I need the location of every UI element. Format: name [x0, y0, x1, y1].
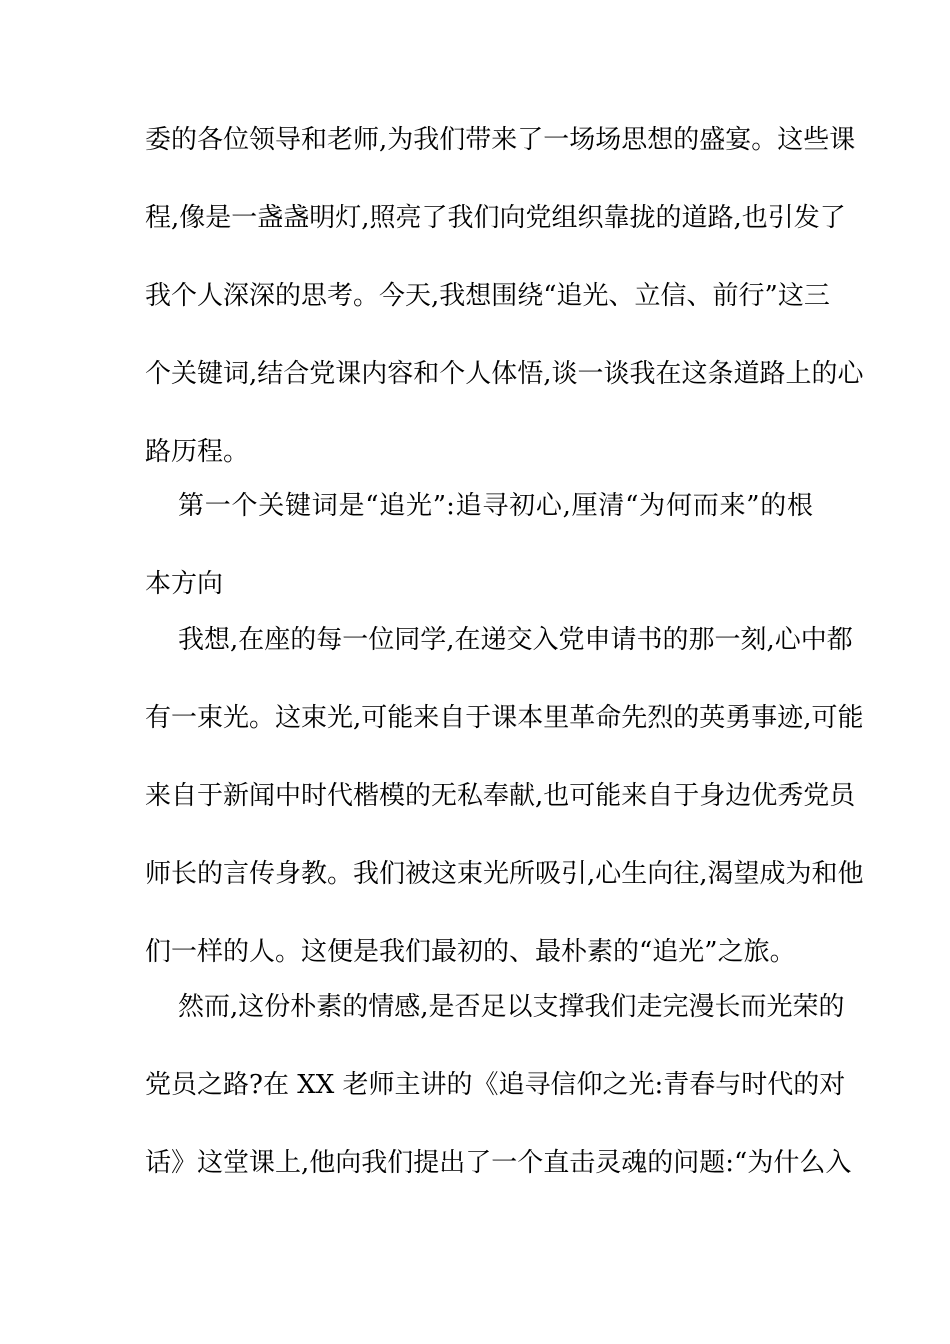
paragraph-line: 们一样的人。这便是我们最初的、最朴素的“追光”之旅。 [145, 937, 796, 967]
paragraph-line: 我想,在座的每一位同学,在递交入党申请书的那一刻,心中都 [178, 625, 853, 655]
paragraph-line: 路历程。 [145, 437, 250, 467]
paragraph-line: 有一束光。这束光,可能来自于课本里革命先烈的英勇事迹,可能 [145, 703, 864, 733]
paragraph-line: 党员之路?在 XX 老师主讲的《追寻信仰之光:青春与时代的对 [145, 1070, 846, 1100]
section-heading-line: 第一个关键词是“追光”:追寻初心,厘清“为何而来”的根 [178, 491, 813, 521]
paragraph-line: 话》这堂课上,他向我们提出了一个直击灵魂的问题:“为什么入 [145, 1148, 852, 1178]
paragraph-line: 我个人深深的思考。今天,我想围绕“追光、立信、前行”这三 [145, 281, 830, 311]
paragraph-line: 来自于新闻中时代楷模的无私奉献,也可能来自于身边优秀党员 [145, 781, 856, 811]
paragraph-line: 程,像是一盏盏明灯,照亮了我们向党组织靠拢的道路,也引发了 [145, 203, 846, 233]
paragraph-line: 委的各位领导和老师,为我们带来了一场场思想的盛宴。这些课 [145, 125, 856, 155]
paragraph-line: 然而,这份朴素的情感,是否足以支撑我们走完漫长而光荣的 [178, 992, 845, 1022]
paragraph-line: 师长的言传身教。我们被这束光所吸引,心生向往,渴望成为和他 [145, 859, 864, 889]
paragraph-line: 个关键词,结合党课内容和个人体悟,谈一谈我在这条道路上的心 [145, 359, 864, 389]
section-heading-line: 本方向 [145, 569, 224, 599]
